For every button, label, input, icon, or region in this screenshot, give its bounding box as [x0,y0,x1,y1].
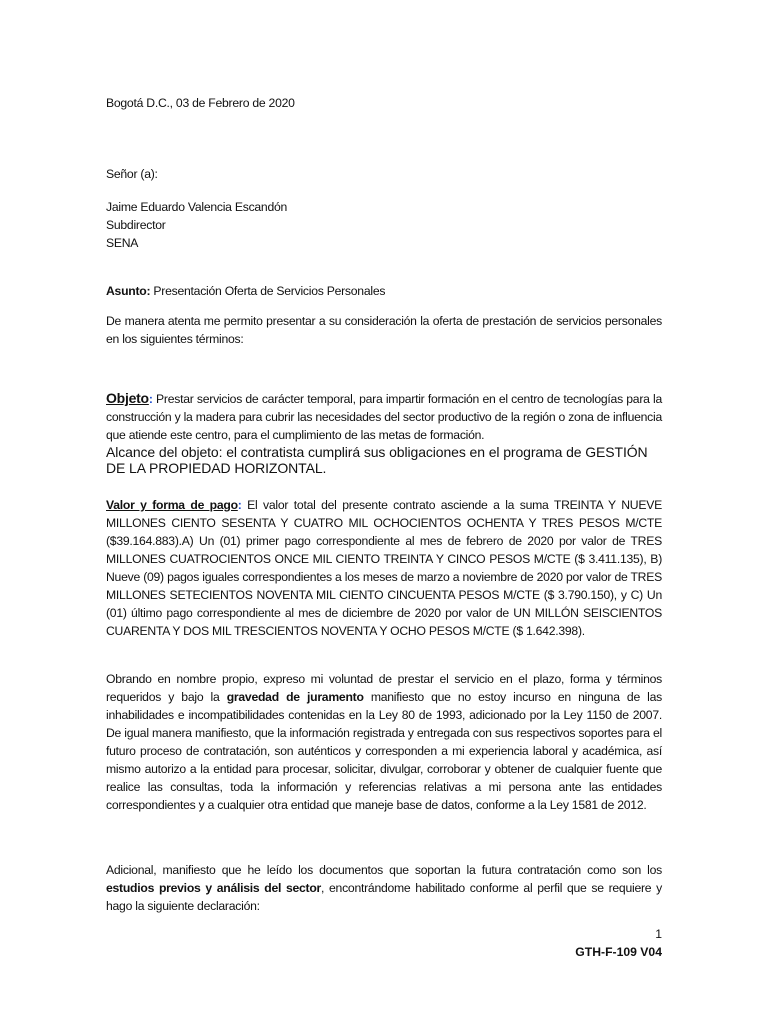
valor-label: Valor y forma de pago [106,498,238,512]
objeto-paragraph [106,389,662,444]
alcance-text: Alcance del objeto: el contratista cumplirá sus obligaciones en el programa de GESTIÓN DE LA PROPIEDAD HORIZONTAL. [106,444,648,476]
declaration-paragraph [106,670,662,814]
additional-paragraph [106,861,662,915]
page-number: 1 [655,927,662,941]
declaration-text-after: manifiesto que no estoy incurso en ninguna de las inhabilidades e incompatibilidades contenidas en la Ley 80 de 1993, adicionado por la Ley 1150 de 2007. De igual manera manifiesto, que la información registrada y entregada con sus respectivos soportes para el futuro proceso de contratación, son auténticos y corresponden a mi experiencia laboral y académica, así mismo autorizo a la entidad para procesar, solicitar, divulgar, corroborar y obtener de cualquier fuente que realice las consultas, toda la información y referencias relativas a mi persona ante las entidades correspondientes y a cualquier otra entidad que maneje base de datos, conforme a la Ley 1581 de 2012. [106,690,662,812]
declaration-bold: gravedad de juramento [226,690,364,704]
salutation: Señor (a): [106,167,158,181]
intro-paragraph: De manera atenta me permito presentar a su consideración la oferta de prestación de servicios personales en los siguientes términos: [106,314,662,346]
subject-line [106,282,662,300]
objeto-label: Objeto [106,390,149,406]
valor-text: El valor total del presente contrato asciende a la suma TREINTA Y NUEVE MILLONES CIENTO SESENTA Y CUATRO MIL OCHOCIENTOS OCHENTA Y TRES PESOS M/CTE ($39.164.883).A) Un (01) primer pago correspondiente al mes de febrero de 2020 por valor de TRES MILLONES CUATROCIENTOS ONCE MIL CIENTO TREINTA Y CINCO PESOS M/CTE ($ 3.411.135), B) Nueve (09) pagos iguales correspondientes a los meses de marzo a noviembre de 2020 por valor de TRES MILLONES SETECIENTOS NOVENTA MIL CIENTO CINCUENTA PESOS M/CTE ($ 3.790.150), y C) Un (01) último pago correspondiente al mes de diciembre de 2020 por valor de UN MILLÓN SEISCIENTOS CUARENTA Y DOS MIL TRESCIENTOS NOVENTA Y OCHO PESOS M/CTE ($ 1.642.398). [106,498,662,638]
document-code: GTH-F-109 V04 [575,945,662,959]
additional-bold: estudios previos y análisis del sector [106,881,322,895]
recipient-organization: SENA [106,236,139,250]
valor-paragraph [106,496,662,640]
additional-text-after: , encontrándome habilitado conforme al perfil que se requiere y hago la siguiente declaración: [106,881,662,913]
valor-colon: : [237,498,242,512]
subject-label: Asunto: [106,284,151,298]
declaration-text-before: Obrando en nombre propio, expreso mi voluntad de prestar el servicio en el plazo, forma y términos requeridos y bajo la [106,672,662,704]
date-line: Bogotá D.C., 03 de Febrero de 2020 [106,96,295,110]
recipient-name: Jaime Eduardo Valencia Escandón [106,200,288,214]
objeto-text: Prestar servicios de carácter temporal, para impartir formación en el centro de tecnologías para la construcción y la madera para cubrir las necesidades del sector productivo de la región o zona de influencia que atiende este centro, para el cumplimiento de las metas de formación. [106,392,662,442]
recipient-title: Subdirector [106,218,166,232]
subject-text: Presentación Oferta de Servicios Personales [153,284,386,298]
objeto-colon: : [148,392,153,406]
additional-text-before: Adicional, manifiesto que he leído los documentos que soportan la futura contratación como son los [106,863,662,877]
